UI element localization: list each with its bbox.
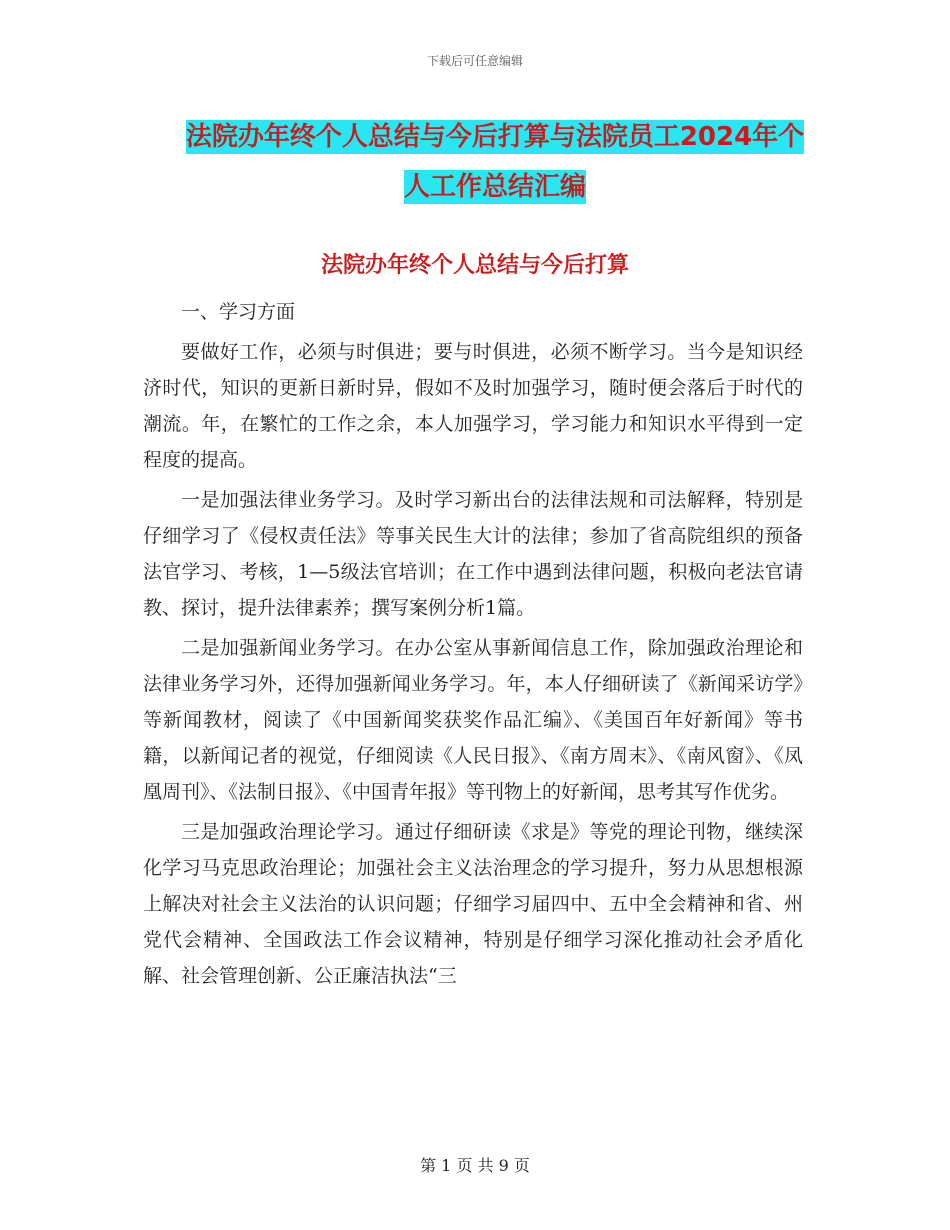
paragraph-news-study: 二是加强新闻业务学习。在办公室从事新闻信息工作，除加强政治理论和法律业务学习外，还得加强新闻业务学习。年，本人仔细研读了《新闻采访学》等新闻教材，阅读了《中国新闻奖获奖作品汇编》、《美国百年好新闻》等书籍，以新闻记者的视觉，仔细阅读《人民日报》、《南方周末》、《南风窗》、《凤凰周刊》、《法制日报》、《中国青年报》等刊物上的好新闻，思考其写作优劣。 bbox=[143, 637, 803, 803]
section-title: 法院办年终个人总结与今后打算 bbox=[320, 253, 629, 278]
paragraph-legal-study: 一是加强法律业务学习。及时学习新出台的法律法规和司法解释，特别是仔细学习了《侵权责任法》等事关民生大计的法律；参加了省高院组织的预备法官学习、考核，1—5级法官培训；在工作中遇到法律问题，积极向老法官请教、探讨，提升法律素养；撰写案例分析1篇。 bbox=[143, 489, 803, 619]
page-footer: 第 1 页 共 9 页 bbox=[420, 1156, 530, 1175]
header-note: 下载后可任意编辑 bbox=[426, 54, 523, 68]
document-body bbox=[143, 294, 803, 998]
document-title bbox=[140, 112, 850, 212]
paragraph-intro: 要做好工作，必须与时俱进；要与时俱进，必须不断学习。当今是知识经济时代，知识的更新日新时异，假如不及时加强学习，随时便会落后于时代的潮流。年，在繁忙的工作之余，本人加强学习，学习能力和知识水平得到一定程度的提高。 bbox=[143, 341, 803, 471]
document-title-line-1: 法院办年终个人总结与今后打算与法院员工2024年个 bbox=[185, 122, 805, 152]
document-title-line-2: 人工作总结汇编 bbox=[403, 172, 586, 202]
paragraph-heading-study: 一、学习方面 bbox=[181, 301, 296, 323]
paragraph-political-study: 三是加强政治理论学习。通过仔细研读《求是》等党的理论刊物，继续深化学习马克思政治理论；加强社会主义法治理念的学习提升，努力从思想根源上解决对社会主义法治的认识问题；仔细学习届四中、五中全会精神和省、州党代会精神、全国政法工作会议精神，特别是仔细学习深化推动社会矛盾化解、社会管理创新、公正廉洁执法“三 bbox=[143, 821, 803, 987]
